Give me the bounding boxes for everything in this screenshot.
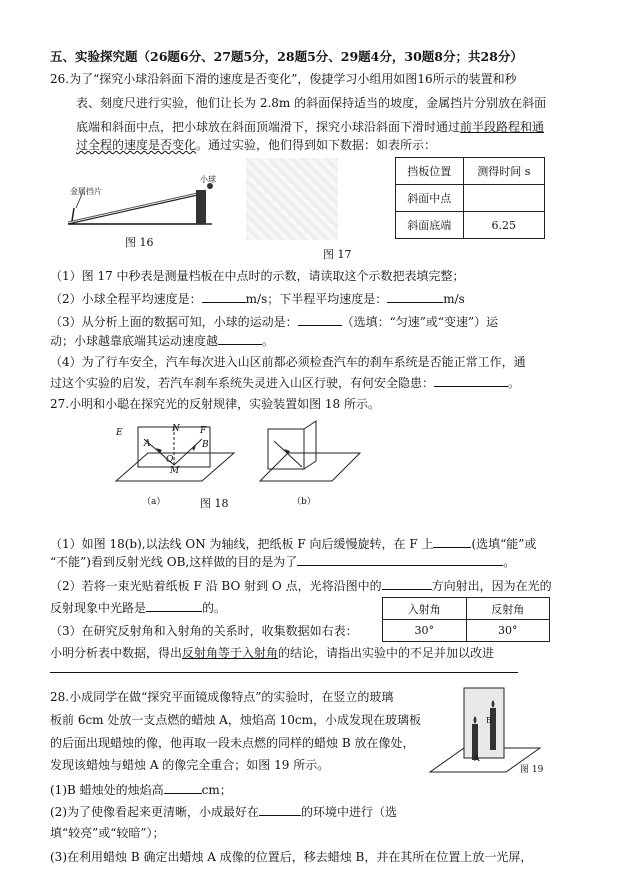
fig18-label-A: A	[144, 439, 151, 449]
fig17-caption: 图 17	[323, 248, 352, 261]
table-cell: 6.25	[463, 212, 544, 239]
table-header-cell: 反射角	[466, 598, 550, 620]
q26-sub4-line2: 过这个实验的启发，若汽车刹车系统失灵进入山区行驶，有何安全隐患： 。	[50, 376, 521, 390]
fig18-label-E: E	[116, 428, 123, 438]
fig18-label-M: M	[170, 466, 180, 476]
q27-sub1-line1: （1）如图 18(b),以法线 ON 为轴线，把纸板 F 向后缓慢旋转，在 F 上 (选填“能”或	[50, 537, 537, 551]
q28-line4: 发现该蜡烛与蜡烛 A 的像完全重合；如图 19 所示。	[50, 758, 330, 772]
q27-angle-table	[382, 597, 550, 642]
q26-line2: 表、刻度尺进行实验，他们让长为 2.8m 的斜面保持适当的坡度，金属挡片分别放在斜面	[76, 96, 547, 110]
q28-sub1: (1)B 蜡烛处的烛焰高 cm；	[50, 783, 232, 797]
fig18-label-F: F	[200, 426, 207, 436]
fig16-label-ball: 小球	[200, 175, 216, 184]
q26-line1: 26.为了“探究小球沿斜面下滑的速度是否变化”，俊捷学习小组用如图16所示的装置和秒	[50, 72, 517, 86]
fig16-label-plate: 金属挡片	[70, 187, 102, 196]
table-cell: 30°	[383, 620, 467, 642]
fig18-label-B: B	[202, 440, 209, 450]
table-header-cell: 入射角	[383, 598, 467, 620]
q27-intro: 27.小明和小聪在探究光的反射规律，实验装置如图 18 所示。	[50, 397, 380, 411]
q28-sub2-line2: 填“较亮”或“较暗”）；	[50, 826, 165, 840]
section-title: 五、实验探究题（26题6分、27题5分，28题5分、29题4分，30题8分；共28分）	[50, 49, 523, 64]
q28-line2: 板前 6cm 处放一支点燃的蜡烛 A，烛焰高 10cm，小成发现在玻璃板	[50, 713, 422, 727]
fig18a-caption: （a）	[142, 497, 166, 507]
q26-sub2: （2）小球全程平均速度是： m/s；下半程平均速度是： m/s	[50, 292, 465, 306]
q27-sub2-line1: （2）若将一束光贴着纸板 F 沿 BO 射到 O 点，光将沿图中的 方向射出，因为在光的	[50, 579, 552, 593]
table-cell: 斜面中点	[396, 185, 464, 212]
q28-sub2-line1: (2)为了使像看起来更清晰，小成最好在 的环境中进行（选	[50, 805, 398, 819]
q27-sub1-line2: “不能”)看到反射光线 OB,这样做的目的是为了 。	[50, 555, 516, 569]
fig19-caption: 图 19	[520, 765, 544, 775]
fig16-caption: 图 16	[125, 236, 154, 249]
table-cell	[463, 185, 544, 212]
q26-sub3-line2: 动；小球越靠底端其运动速度越 。	[50, 334, 275, 348]
q28-line3: 的后面出现蜡烛的像，他再取一段未点燃的同样的蜡烛 B 放在像处，	[50, 736, 415, 750]
q26-sub4-line1: （4）为了行车安全，汽车每次进入山区前都必须检查汽车的刹车系统是否能正常工作，通	[50, 355, 526, 369]
figure-18b-mirror	[254, 417, 364, 495]
table-cell: 30°	[466, 620, 550, 642]
table-header-cell: 测得时间 s	[463, 158, 544, 185]
table-header-cell: 挡板位置	[396, 158, 464, 185]
q26-data-table	[395, 157, 545, 239]
q27-answer-line	[50, 672, 518, 673]
q26-line4: 过全程的速度是否变化。通过实验，他们得到如下数据：如表所示：	[76, 138, 437, 152]
q28-sub3: (3)在利用蜡烛 B 确定出蜡烛 A 成像的位置后，移去蜡烛 B，并在其所在位置上放一光屏，	[50, 850, 533, 864]
q26-line3: 底端和斜面中点，把小球放在斜面顶端滑下，探究小球沿斜面下滑时通过前半段路程和通	[76, 120, 545, 134]
q27-sub4: 小明分析表中数据，得出反射角等于入射角的结论，请指出实验中的不足并加以改进	[50, 646, 495, 660]
fig18-label-O: O	[166, 455, 174, 465]
q26-sub1: （1）图 17 中秒表是测量档板在中点时的示数，请读取这个示数把表填完整；	[50, 269, 465, 283]
q28-line1: 28.小成同学在做“探究平面镜成像特点”的实验时，在竖立的玻璃	[50, 690, 394, 704]
table-cell: 斜面底端	[396, 212, 464, 239]
q26-sub3-line1: （3）从分析上面的数据可知，小球的运动是： （选填：“匀速”或“变速”）运	[50, 315, 499, 329]
fig18-label-N: N	[172, 424, 180, 434]
fig18-caption: 图 18	[200, 497, 229, 510]
figure-17-stopwatch	[246, 158, 338, 240]
fig19-label-B: B	[486, 716, 492, 725]
fig19-label-A: A	[474, 754, 480, 763]
fig18b-caption: （b）	[292, 497, 316, 507]
q27-sub3: （3）在研究反射角和入射角的关系时，收集数据如右表：	[50, 624, 358, 638]
q27-sub2-line2: 反射现象中光路是 的。	[50, 601, 227, 615]
